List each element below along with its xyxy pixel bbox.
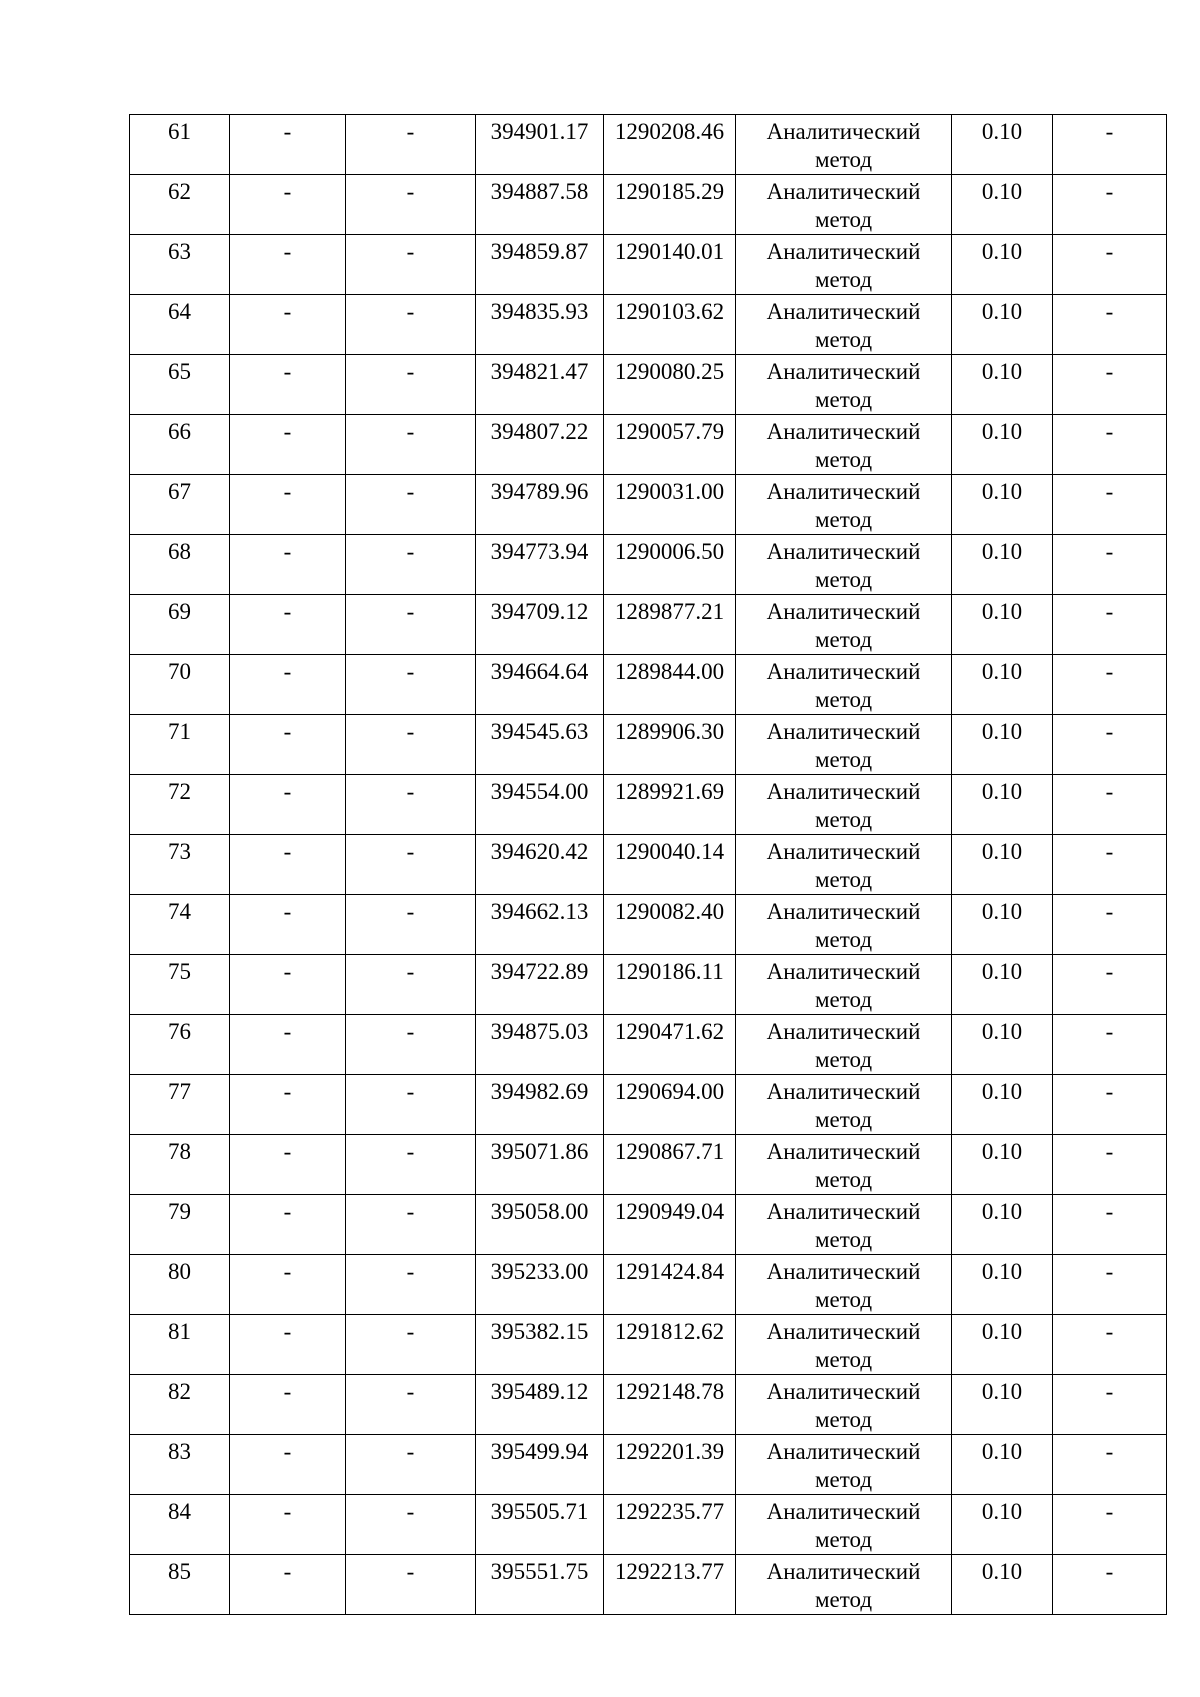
empty-value-cell: - xyxy=(230,115,346,175)
empty-value-cell: - xyxy=(230,835,346,895)
note-cell: - xyxy=(1053,235,1167,295)
table-row xyxy=(130,1555,1167,1615)
x-coordinate-cell: 395382.15 xyxy=(476,1315,604,1375)
x-coordinate-cell: 394859.87 xyxy=(476,235,604,295)
x-coordinate-cell: 395551.75 xyxy=(476,1555,604,1615)
x-coordinate-cell: 394620.42 xyxy=(476,835,604,895)
empty-value-cell: - xyxy=(230,1075,346,1135)
empty-value-cell: - xyxy=(346,115,476,175)
empty-value-cell: - xyxy=(346,1495,476,1555)
y-coordinate-cell: 1290867.71 xyxy=(604,1135,736,1195)
method-cell: Аналитический метод xyxy=(736,1195,952,1255)
precision-cell: 0.10 xyxy=(952,1435,1053,1495)
x-coordinate-cell: 394722.89 xyxy=(476,955,604,1015)
table-row xyxy=(130,475,1167,535)
y-coordinate-cell: 1290949.04 xyxy=(604,1195,736,1255)
y-coordinate-cell: 1291812.62 xyxy=(604,1315,736,1375)
empty-value-cell: - xyxy=(230,955,346,1015)
note-cell: - xyxy=(1053,1495,1167,1555)
point-number-cell: 66 xyxy=(130,415,230,475)
y-coordinate-cell: 1292201.39 xyxy=(604,1435,736,1495)
x-coordinate-cell: 394662.13 xyxy=(476,895,604,955)
table-row xyxy=(130,1075,1167,1135)
empty-value-cell: - xyxy=(346,1135,476,1195)
note-cell: - xyxy=(1053,355,1167,415)
empty-value-cell: - xyxy=(230,1015,346,1075)
precision-cell: 0.10 xyxy=(952,715,1053,775)
point-number-cell: 84 xyxy=(130,1495,230,1555)
method-cell: Аналитический метод xyxy=(736,1075,952,1135)
x-coordinate-cell: 395233.00 xyxy=(476,1255,604,1315)
table-row xyxy=(130,295,1167,355)
table-row xyxy=(130,175,1167,235)
method-cell: Аналитический метод xyxy=(736,295,952,355)
empty-value-cell: - xyxy=(346,595,476,655)
point-number-cell: 64 xyxy=(130,295,230,355)
precision-cell: 0.10 xyxy=(952,775,1053,835)
table-row xyxy=(130,955,1167,1015)
note-cell: - xyxy=(1053,415,1167,475)
table-row xyxy=(130,655,1167,715)
y-coordinate-cell: 1290140.01 xyxy=(604,235,736,295)
empty-value-cell: - xyxy=(346,535,476,595)
note-cell: - xyxy=(1053,1195,1167,1255)
empty-value-cell: - xyxy=(346,1555,476,1615)
x-coordinate-cell: 395505.71 xyxy=(476,1495,604,1555)
table-row xyxy=(130,115,1167,175)
precision-cell: 0.10 xyxy=(952,115,1053,175)
method-cell: Аналитический метод xyxy=(736,115,952,175)
note-cell: - xyxy=(1053,1255,1167,1315)
method-cell: Аналитический метод xyxy=(736,1135,952,1195)
y-coordinate-cell: 1290080.25 xyxy=(604,355,736,415)
empty-value-cell: - xyxy=(346,415,476,475)
y-coordinate-cell: 1290082.40 xyxy=(604,895,736,955)
x-coordinate-cell: 394982.69 xyxy=(476,1075,604,1135)
empty-value-cell: - xyxy=(230,1195,346,1255)
empty-value-cell: - xyxy=(230,1495,346,1555)
method-cell: Аналитический метод xyxy=(736,1015,952,1075)
x-coordinate-cell: 395499.94 xyxy=(476,1435,604,1495)
y-coordinate-cell: 1292148.78 xyxy=(604,1375,736,1435)
precision-cell: 0.10 xyxy=(952,1255,1053,1315)
note-cell: - xyxy=(1053,1135,1167,1195)
note-cell: - xyxy=(1053,1555,1167,1615)
table-row xyxy=(130,1255,1167,1315)
precision-cell: 0.10 xyxy=(952,1375,1053,1435)
table-row xyxy=(130,235,1167,295)
x-coordinate-cell: 395058.00 xyxy=(476,1195,604,1255)
empty-value-cell: - xyxy=(230,475,346,535)
empty-value-cell: - xyxy=(346,235,476,295)
empty-value-cell: - xyxy=(346,1255,476,1315)
y-coordinate-cell: 1290185.29 xyxy=(604,175,736,235)
point-number-cell: 76 xyxy=(130,1015,230,1075)
point-number-cell: 85 xyxy=(130,1555,230,1615)
precision-cell: 0.10 xyxy=(952,415,1053,475)
point-number-cell: 72 xyxy=(130,775,230,835)
empty-value-cell: - xyxy=(230,1435,346,1495)
precision-cell: 0.10 xyxy=(952,1495,1053,1555)
note-cell: - xyxy=(1053,175,1167,235)
table-row xyxy=(130,595,1167,655)
empty-value-cell: - xyxy=(346,1195,476,1255)
y-coordinate-cell: 1289921.69 xyxy=(604,775,736,835)
x-coordinate-cell: 394773.94 xyxy=(476,535,604,595)
precision-cell: 0.10 xyxy=(952,355,1053,415)
table-row xyxy=(130,835,1167,895)
precision-cell: 0.10 xyxy=(952,475,1053,535)
y-coordinate-cell: 1290040.14 xyxy=(604,835,736,895)
empty-value-cell: - xyxy=(230,715,346,775)
precision-cell: 0.10 xyxy=(952,955,1053,1015)
method-cell: Аналитический метод xyxy=(736,655,952,715)
empty-value-cell: - xyxy=(346,655,476,715)
x-coordinate-cell: 394875.03 xyxy=(476,1015,604,1075)
note-cell: - xyxy=(1053,295,1167,355)
note-cell: - xyxy=(1053,535,1167,595)
table-row xyxy=(130,895,1167,955)
x-coordinate-cell: 394709.12 xyxy=(476,595,604,655)
x-coordinate-cell: 394545.63 xyxy=(476,715,604,775)
note-cell: - xyxy=(1053,1315,1167,1375)
precision-cell: 0.10 xyxy=(952,1315,1053,1375)
empty-value-cell: - xyxy=(346,1075,476,1135)
y-coordinate-cell: 1290057.79 xyxy=(604,415,736,475)
precision-cell: 0.10 xyxy=(952,295,1053,355)
precision-cell: 0.10 xyxy=(952,1015,1053,1075)
x-coordinate-cell: 394835.93 xyxy=(476,295,604,355)
table-row xyxy=(130,1015,1167,1075)
x-coordinate-cell: 394664.64 xyxy=(476,655,604,715)
table-row xyxy=(130,1315,1167,1375)
empty-value-cell: - xyxy=(230,895,346,955)
empty-value-cell: - xyxy=(346,355,476,415)
note-cell: - xyxy=(1053,715,1167,775)
point-number-cell: 78 xyxy=(130,1135,230,1195)
x-coordinate-cell: 394807.22 xyxy=(476,415,604,475)
note-cell: - xyxy=(1053,595,1167,655)
note-cell: - xyxy=(1053,115,1167,175)
y-coordinate-cell: 1290208.46 xyxy=(604,115,736,175)
empty-value-cell: - xyxy=(230,1135,346,1195)
point-number-cell: 75 xyxy=(130,955,230,1015)
empty-value-cell: - xyxy=(346,955,476,1015)
y-coordinate-cell: 1290006.50 xyxy=(604,535,736,595)
method-cell: Аналитический метод xyxy=(736,235,952,295)
method-cell: Аналитический метод xyxy=(736,355,952,415)
empty-value-cell: - xyxy=(346,835,476,895)
point-number-cell: 68 xyxy=(130,535,230,595)
x-coordinate-cell: 394554.00 xyxy=(476,775,604,835)
empty-value-cell: - xyxy=(346,1015,476,1075)
note-cell: - xyxy=(1053,1075,1167,1135)
precision-cell: 0.10 xyxy=(952,1195,1053,1255)
method-cell: Аналитический метод xyxy=(736,175,952,235)
empty-value-cell: - xyxy=(230,355,346,415)
point-number-cell: 73 xyxy=(130,835,230,895)
table-row xyxy=(130,535,1167,595)
table-row xyxy=(130,1135,1167,1195)
empty-value-cell: - xyxy=(346,295,476,355)
empty-value-cell: - xyxy=(230,415,346,475)
empty-value-cell: - xyxy=(230,1255,346,1315)
point-number-cell: 74 xyxy=(130,895,230,955)
table-row xyxy=(130,1375,1167,1435)
table-row xyxy=(130,1495,1167,1555)
precision-cell: 0.10 xyxy=(952,835,1053,895)
point-number-cell: 70 xyxy=(130,655,230,715)
table-row xyxy=(130,775,1167,835)
precision-cell: 0.10 xyxy=(952,1135,1053,1195)
empty-value-cell: - xyxy=(230,1315,346,1375)
y-coordinate-cell: 1292235.77 xyxy=(604,1495,736,1555)
y-coordinate-cell: 1290471.62 xyxy=(604,1015,736,1075)
empty-value-cell: - xyxy=(230,535,346,595)
note-cell: - xyxy=(1053,895,1167,955)
method-cell: Аналитический метод xyxy=(736,1495,952,1555)
method-cell: Аналитический метод xyxy=(736,595,952,655)
note-cell: - xyxy=(1053,835,1167,895)
empty-value-cell: - xyxy=(346,1315,476,1375)
method-cell: Аналитический метод xyxy=(736,775,952,835)
empty-value-cell: - xyxy=(346,775,476,835)
empty-value-cell: - xyxy=(346,1375,476,1435)
y-coordinate-cell: 1290031.00 xyxy=(604,475,736,535)
note-cell: - xyxy=(1053,1435,1167,1495)
point-number-cell: 62 xyxy=(130,175,230,235)
x-coordinate-cell: 394901.17 xyxy=(476,115,604,175)
point-number-cell: 83 xyxy=(130,1435,230,1495)
empty-value-cell: - xyxy=(230,655,346,715)
y-coordinate-cell: 1292213.77 xyxy=(604,1555,736,1615)
table-row xyxy=(130,415,1167,475)
empty-value-cell: - xyxy=(230,595,346,655)
note-cell: - xyxy=(1053,955,1167,1015)
point-number-cell: 71 xyxy=(130,715,230,775)
point-number-cell: 80 xyxy=(130,1255,230,1315)
y-coordinate-cell: 1291424.84 xyxy=(604,1255,736,1315)
x-coordinate-cell: 395071.86 xyxy=(476,1135,604,1195)
x-coordinate-cell: 394789.96 xyxy=(476,475,604,535)
method-cell: Аналитический метод xyxy=(736,715,952,775)
y-coordinate-cell: 1289844.00 xyxy=(604,655,736,715)
precision-cell: 0.10 xyxy=(952,595,1053,655)
note-cell: - xyxy=(1053,655,1167,715)
method-cell: Аналитический метод xyxy=(736,955,952,1015)
precision-cell: 0.10 xyxy=(952,655,1053,715)
empty-value-cell: - xyxy=(230,1555,346,1615)
point-number-cell: 61 xyxy=(130,115,230,175)
method-cell: Аналитический метод xyxy=(736,535,952,595)
y-coordinate-cell: 1290694.00 xyxy=(604,1075,736,1135)
empty-value-cell: - xyxy=(230,175,346,235)
method-cell: Аналитический метод xyxy=(736,1315,952,1375)
empty-value-cell: - xyxy=(230,1375,346,1435)
point-number-cell: 77 xyxy=(130,1075,230,1135)
coordinates-table-body xyxy=(130,115,1167,1615)
y-coordinate-cell: 1289906.30 xyxy=(604,715,736,775)
empty-value-cell: - xyxy=(346,175,476,235)
point-number-cell: 67 xyxy=(130,475,230,535)
method-cell: Аналитический метод xyxy=(736,1435,952,1495)
point-number-cell: 69 xyxy=(130,595,230,655)
point-number-cell: 79 xyxy=(130,1195,230,1255)
precision-cell: 0.10 xyxy=(952,175,1053,235)
empty-value-cell: - xyxy=(230,295,346,355)
method-cell: Аналитический метод xyxy=(736,1375,952,1435)
method-cell: Аналитический метод xyxy=(736,1255,952,1315)
y-coordinate-cell: 1290103.62 xyxy=(604,295,736,355)
x-coordinate-cell: 394887.58 xyxy=(476,175,604,235)
empty-value-cell: - xyxy=(346,1435,476,1495)
method-cell: Аналитический метод xyxy=(736,895,952,955)
table-row xyxy=(130,355,1167,415)
point-number-cell: 63 xyxy=(130,235,230,295)
method-cell: Аналитический метод xyxy=(736,415,952,475)
method-cell: Аналитический метод xyxy=(736,475,952,535)
table-row xyxy=(130,1435,1167,1495)
empty-value-cell: - xyxy=(230,235,346,295)
precision-cell: 0.10 xyxy=(952,895,1053,955)
x-coordinate-cell: 394821.47 xyxy=(476,355,604,415)
empty-value-cell: - xyxy=(230,775,346,835)
precision-cell: 0.10 xyxy=(952,1075,1053,1135)
x-coordinate-cell: 395489.12 xyxy=(476,1375,604,1435)
empty-value-cell: - xyxy=(346,895,476,955)
y-coordinate-cell: 1289877.21 xyxy=(604,595,736,655)
point-number-cell: 82 xyxy=(130,1375,230,1435)
precision-cell: 0.10 xyxy=(952,535,1053,595)
empty-value-cell: - xyxy=(346,475,476,535)
point-number-cell: 81 xyxy=(130,1315,230,1375)
note-cell: - xyxy=(1053,1015,1167,1075)
note-cell: - xyxy=(1053,475,1167,535)
precision-cell: 0.10 xyxy=(952,1555,1053,1615)
table-row xyxy=(130,1195,1167,1255)
precision-cell: 0.10 xyxy=(952,235,1053,295)
point-number-cell: 65 xyxy=(130,355,230,415)
method-cell: Аналитический метод xyxy=(736,1555,952,1615)
method-cell: Аналитический метод xyxy=(736,835,952,895)
empty-value-cell: - xyxy=(346,715,476,775)
note-cell: - xyxy=(1053,1375,1167,1435)
coordinates-table xyxy=(129,114,1167,1615)
y-coordinate-cell: 1290186.11 xyxy=(604,955,736,1015)
table-row xyxy=(130,715,1167,775)
note-cell: - xyxy=(1053,775,1167,835)
